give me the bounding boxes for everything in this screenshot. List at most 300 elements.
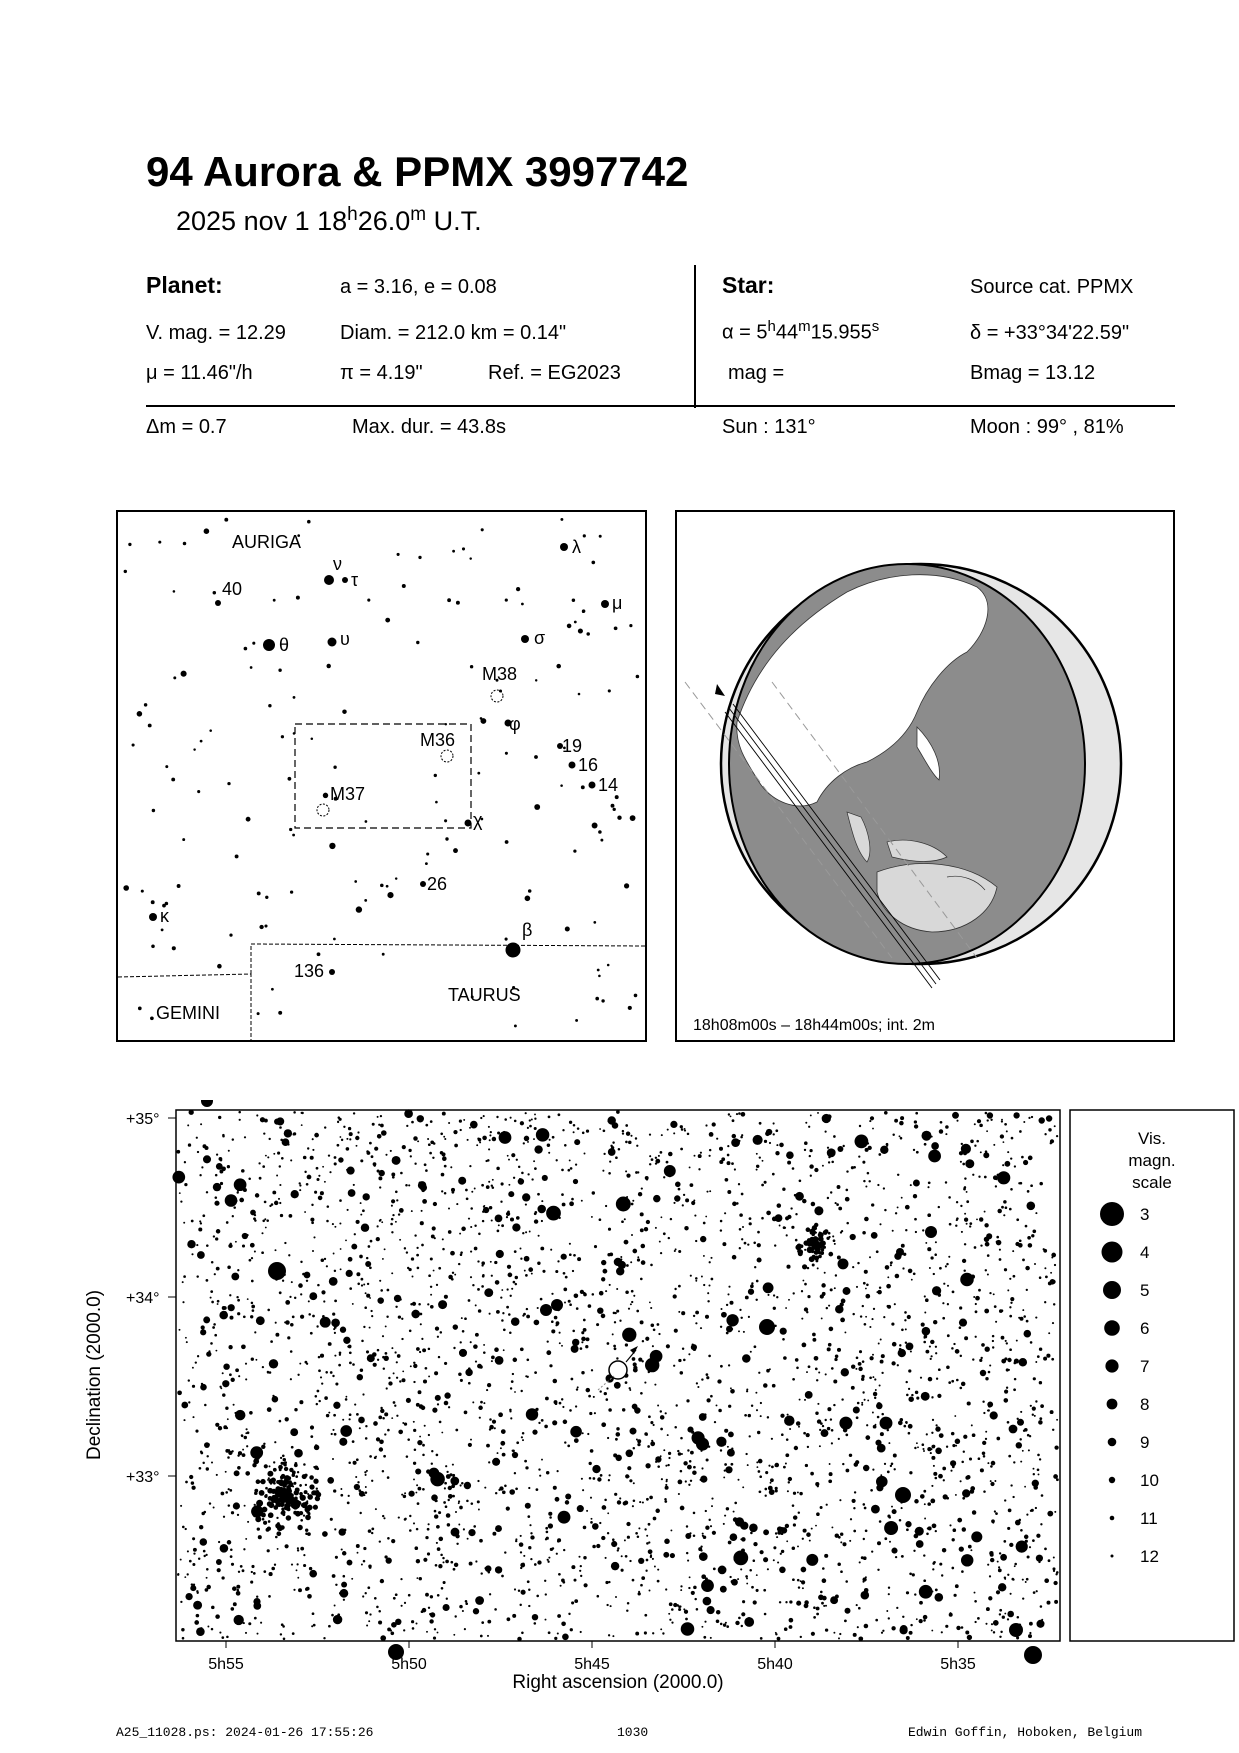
- field-star: [611, 1147, 613, 1149]
- field-star: [857, 1402, 860, 1405]
- field-star: [210, 1297, 212, 1299]
- field-star: [1010, 1484, 1012, 1486]
- field-star: [300, 1261, 302, 1263]
- field-star: [227, 1456, 230, 1459]
- field-star: [693, 1586, 697, 1590]
- field-star: [568, 1613, 570, 1615]
- field-star: [894, 1303, 896, 1305]
- field-star: [923, 1450, 925, 1452]
- star-beta: [506, 943, 521, 958]
- field-star: [915, 1527, 924, 1536]
- field-star: [657, 1580, 660, 1583]
- field-star: [283, 1458, 286, 1461]
- field-star: [939, 1267, 942, 1270]
- field-star: [881, 1632, 883, 1634]
- star-label-19: 19: [562, 736, 583, 756]
- field-star: [470, 1121, 478, 1129]
- field-star: [1027, 1190, 1030, 1193]
- field-star: [609, 1160, 611, 1162]
- field-star: [966, 1200, 969, 1203]
- field-star: [919, 1585, 933, 1599]
- field-star: [217, 1300, 220, 1303]
- field-star: [212, 1326, 215, 1329]
- field-star: [361, 1284, 363, 1286]
- field-star: [939, 1129, 943, 1133]
- field-star: [569, 1409, 572, 1412]
- field-star: [870, 1116, 874, 1120]
- field-star: [478, 1309, 482, 1313]
- field-star: [603, 1129, 606, 1132]
- field-star: [873, 1308, 875, 1310]
- field-star: [871, 1232, 878, 1239]
- field-star: [949, 1613, 953, 1617]
- field-star: [932, 1591, 934, 1593]
- field-star: [269, 1359, 278, 1368]
- field-star: [862, 1581, 864, 1583]
- field-star: [279, 1184, 281, 1186]
- field-star: [994, 1480, 996, 1482]
- field-star: [948, 1381, 951, 1384]
- field-star: [678, 1493, 680, 1495]
- field-star: [941, 1574, 943, 1576]
- field-star: [251, 1280, 254, 1283]
- field-star: [310, 1425, 314, 1429]
- field-star: [584, 1583, 588, 1587]
- field-star: [411, 1257, 414, 1260]
- field-star: [420, 1221, 424, 1225]
- field-star: [232, 1215, 234, 1217]
- field-star: [992, 1340, 994, 1342]
- field-star: [581, 1341, 583, 1343]
- field-star: [344, 1529, 347, 1532]
- field-star: [343, 1126, 345, 1128]
- field-star: [921, 1323, 925, 1327]
- field-star: [193, 1601, 202, 1610]
- field-star: [952, 1538, 955, 1541]
- field-star: [780, 1553, 782, 1555]
- field-star: [512, 1223, 520, 1231]
- field-star: [721, 1157, 725, 1161]
- field-star: [606, 1398, 609, 1401]
- scale-label-9: 9: [1140, 1433, 1150, 1452]
- field-star: [971, 1424, 973, 1426]
- field-star: [923, 1615, 928, 1620]
- field-star: [853, 1507, 855, 1509]
- field-star: [1010, 1157, 1012, 1159]
- field-star: [972, 1433, 976, 1437]
- field-star: [739, 1213, 743, 1217]
- field-star: [318, 1400, 320, 1402]
- field-star: [192, 1563, 195, 1566]
- field-star: [840, 1302, 844, 1306]
- field-star: [491, 1275, 493, 1277]
- cluster-star: [284, 1467, 288, 1471]
- field-star: [313, 1236, 315, 1238]
- field-star: [506, 1212, 510, 1216]
- field-star: [575, 1163, 577, 1165]
- field-star: [487, 1620, 491, 1624]
- field-star: [242, 1569, 245, 1572]
- field-star: [1029, 1622, 1033, 1626]
- field-star: [363, 1193, 370, 1200]
- field-star: [492, 1420, 496, 1424]
- field-star: [469, 1127, 471, 1129]
- field-star: [356, 1220, 360, 1224]
- finder-star: [264, 924, 267, 927]
- field-star: [843, 1287, 851, 1295]
- field-star: [989, 1364, 991, 1366]
- field-star: [452, 1272, 454, 1274]
- field-star: [814, 1356, 819, 1361]
- field-star: [365, 1474, 367, 1476]
- field-star: [640, 1320, 644, 1324]
- cluster-star: [828, 1252, 833, 1257]
- field-star: [1022, 1597, 1024, 1599]
- field-star: [199, 1220, 201, 1222]
- field-star: [534, 1113, 536, 1115]
- field-star: [391, 1417, 393, 1419]
- field-star: [422, 1199, 427, 1204]
- field-star: [199, 1467, 202, 1470]
- field-star: [311, 1204, 313, 1206]
- field-star: [626, 1522, 630, 1526]
- star-label-16: 16: [578, 755, 599, 775]
- field-star: [459, 1349, 467, 1357]
- field-star: [274, 1441, 276, 1443]
- field-star: [373, 1421, 378, 1426]
- field-star: [1022, 1579, 1024, 1581]
- field-star: [1050, 1272, 1052, 1274]
- cluster-star: [812, 1225, 817, 1230]
- field-star: [673, 1294, 677, 1298]
- field-star: [562, 1129, 564, 1131]
- field-star: [491, 1185, 493, 1187]
- field-star: [282, 1280, 284, 1282]
- finder-star: [132, 743, 135, 746]
- field-star: [183, 1275, 186, 1278]
- field-star: [334, 1332, 336, 1334]
- field-star: [862, 1305, 864, 1307]
- cluster-star: [280, 1462, 283, 1465]
- field-star: [886, 1143, 889, 1146]
- field-star: [437, 1632, 439, 1634]
- field-star: [574, 1139, 580, 1145]
- field-star: [213, 1507, 215, 1509]
- field-star: [660, 1252, 662, 1254]
- field-star: [909, 1631, 913, 1635]
- field-star: [925, 1350, 929, 1354]
- field-star: [841, 1368, 849, 1376]
- star-label: Star:: [722, 272, 775, 298]
- field-star: [265, 1155, 267, 1157]
- field-star: [280, 1457, 282, 1459]
- field-star: [1027, 1434, 1030, 1437]
- field-star: [360, 1202, 362, 1204]
- field-star: [754, 1345, 757, 1348]
- field-star: [507, 1617, 511, 1621]
- field-star: [346, 1138, 348, 1140]
- field-star: [1026, 1289, 1028, 1291]
- field-star: [931, 1355, 933, 1357]
- field-star: [448, 1208, 450, 1210]
- finder-star: [171, 778, 175, 782]
- field-star: [1030, 1184, 1033, 1187]
- field-star: [923, 1490, 926, 1493]
- finder-star: [425, 862, 428, 865]
- field-star: [340, 1248, 342, 1250]
- field-star: [652, 1345, 654, 1347]
- finder-star: [200, 740, 203, 743]
- finder-star: [434, 774, 437, 777]
- field-star: [923, 1554, 925, 1556]
- cluster-star: [284, 1461, 287, 1464]
- field-star: [555, 1497, 560, 1502]
- field-star: [360, 1214, 362, 1216]
- field-star: [251, 1565, 254, 1568]
- field-star: [191, 1486, 195, 1490]
- field-star: [825, 1373, 827, 1375]
- field-star: [816, 1512, 820, 1516]
- field-star: [678, 1608, 681, 1611]
- field-star: [396, 1377, 398, 1379]
- finder-star: [265, 896, 268, 899]
- field-star: [968, 1545, 972, 1549]
- field-star: [378, 1176, 382, 1180]
- field-star: [408, 1149, 411, 1152]
- field-star: [448, 1406, 450, 1408]
- field-star: [720, 1229, 722, 1231]
- field-star: [720, 1220, 723, 1223]
- field-star: [430, 1140, 434, 1144]
- field-star: [616, 1357, 618, 1359]
- field-star: [521, 1590, 526, 1595]
- field-star: [561, 1622, 566, 1627]
- finder-star: [244, 647, 248, 651]
- field-star: [1004, 1578, 1006, 1580]
- field-star: [856, 1604, 858, 1606]
- field-star: [495, 1492, 497, 1494]
- field-star: [491, 1356, 495, 1360]
- field-star: [756, 1409, 758, 1411]
- field-star: [931, 1432, 933, 1434]
- field-star: [913, 1180, 920, 1187]
- ra-tick-marks: [226, 1641, 958, 1648]
- field-star: [483, 1351, 486, 1354]
- field-star: [908, 1369, 911, 1372]
- field-star: [930, 1152, 932, 1154]
- field-star: [637, 1258, 640, 1261]
- field-star: [334, 1162, 337, 1165]
- field-star: [482, 1136, 487, 1141]
- field-star: [347, 1209, 349, 1211]
- field-star: [189, 1475, 193, 1479]
- field-star: [239, 1119, 241, 1121]
- field-star: [975, 1310, 978, 1313]
- star-mu: [601, 600, 609, 608]
- field-star: [474, 1188, 476, 1190]
- field-star: [923, 1341, 926, 1344]
- field-star: [514, 1120, 517, 1123]
- field-star: [488, 1461, 490, 1463]
- field-star: [378, 1124, 380, 1126]
- field-star: [544, 1425, 548, 1429]
- detail-chart-svg: [78, 1100, 1238, 1700]
- finder-star: [250, 666, 253, 669]
- field-star: [590, 1521, 593, 1524]
- cluster-star: [263, 1521, 267, 1525]
- field-star: [306, 1587, 310, 1591]
- field-star: [523, 1142, 525, 1144]
- field-star: [978, 1289, 981, 1292]
- footer-page-number: 1030: [617, 1725, 649, 1740]
- field-star: [899, 1626, 907, 1634]
- field-star: [686, 1525, 688, 1527]
- field-star: [557, 1632, 559, 1634]
- field-star: [655, 1227, 657, 1229]
- field-star: [969, 1225, 971, 1227]
- field-star: [756, 1461, 758, 1463]
- field-star: [880, 1360, 884, 1364]
- field-star: [952, 1112, 959, 1119]
- field-star: [696, 1608, 699, 1611]
- field-star: [1032, 1229, 1036, 1233]
- cluster-star: [809, 1256, 815, 1262]
- field-star: [931, 1485, 933, 1487]
- field-star: [709, 1132, 714, 1137]
- field-star: [477, 1480, 479, 1482]
- field-star: [306, 1183, 309, 1186]
- field-star: [725, 1178, 729, 1182]
- field-star: [541, 1220, 543, 1222]
- field-star: [761, 1184, 764, 1187]
- field-star: [416, 1347, 420, 1351]
- field-star: [422, 1189, 425, 1192]
- field-star: [289, 1296, 291, 1298]
- field-star: [583, 1319, 586, 1322]
- field-star: [879, 1384, 881, 1386]
- field-star: [245, 1378, 247, 1380]
- field-star: [431, 1470, 434, 1473]
- field-star: [996, 1437, 1000, 1441]
- field-star: [640, 1392, 643, 1395]
- field-star: [356, 1413, 359, 1416]
- field-star: [196, 1244, 198, 1246]
- field-star: [956, 1626, 960, 1630]
- field-star: [520, 1248, 522, 1250]
- field-star: [415, 1492, 417, 1494]
- field-star: [888, 1617, 890, 1619]
- field-star: [987, 1254, 990, 1257]
- field-star: [332, 1429, 334, 1431]
- field-star: [222, 1135, 225, 1138]
- field-star: [399, 1239, 401, 1241]
- field-star: [727, 1190, 731, 1194]
- field-star: [933, 1561, 936, 1564]
- field-star: [443, 1604, 450, 1611]
- field-star: [606, 1604, 608, 1606]
- field-star: [1047, 1511, 1053, 1517]
- field-star: [734, 1502, 737, 1505]
- field-star: [680, 1125, 683, 1128]
- field-star: [254, 1214, 256, 1216]
- field-star: [621, 1555, 623, 1557]
- field-star: [321, 1382, 323, 1384]
- cluster-star: [309, 1484, 314, 1489]
- field-star: [877, 1569, 879, 1571]
- field-star: [417, 1267, 420, 1270]
- field-star: [862, 1231, 866, 1235]
- field-star: [1020, 1182, 1023, 1185]
- field-star: [873, 1425, 877, 1429]
- field-star: [1016, 1340, 1018, 1342]
- field-star: [410, 1155, 412, 1157]
- field-star: [581, 1200, 583, 1202]
- field-star: [442, 1248, 445, 1251]
- field-star: [999, 1636, 1001, 1638]
- field-star: [530, 1532, 532, 1534]
- field-star: [425, 1593, 429, 1597]
- finder-star: [444, 819, 447, 822]
- field-star: [413, 1522, 415, 1524]
- field-star: [512, 1450, 515, 1453]
- field-star: [446, 1474, 451, 1479]
- field-star: [992, 1335, 995, 1338]
- field-star: [326, 1319, 328, 1321]
- field-star: [756, 1280, 759, 1283]
- cluster-star: [304, 1474, 307, 1477]
- field-star: [814, 1168, 818, 1172]
- field-star: [895, 1212, 897, 1214]
- field-star: [892, 1230, 894, 1232]
- field-star: [837, 1185, 841, 1189]
- cluster-label-m36: M36: [420, 730, 456, 750]
- field-star: [548, 1523, 553, 1528]
- field-star: [703, 1284, 705, 1286]
- field-star: [279, 1420, 282, 1423]
- field-star: [804, 1141, 808, 1145]
- field-star: [506, 1216, 508, 1218]
- field-star: [614, 1261, 616, 1263]
- field-star: [345, 1239, 347, 1241]
- field-star: [691, 1201, 695, 1205]
- field-star: [842, 1542, 846, 1546]
- field-star: [481, 1184, 484, 1187]
- field-star: [309, 1475, 314, 1480]
- field-star: [470, 1226, 472, 1228]
- field-star: [377, 1349, 380, 1352]
- field-star: [993, 1631, 995, 1633]
- field-star: [785, 1463, 787, 1465]
- field-star: [821, 1317, 823, 1319]
- field-star: [295, 1475, 298, 1478]
- field-star: [703, 1255, 705, 1257]
- field-star: [901, 1244, 905, 1248]
- field-star: [216, 1559, 222, 1565]
- field-star: [408, 1184, 410, 1186]
- field-star: [987, 1273, 989, 1275]
- field-star: [801, 1580, 805, 1584]
- field-star: [496, 1250, 504, 1258]
- field-star: [310, 1218, 314, 1222]
- field-star: [812, 1338, 816, 1342]
- field-star: [787, 1414, 789, 1416]
- cluster-star: [800, 1244, 804, 1248]
- field-star: [314, 1191, 317, 1194]
- field-star: [395, 1191, 398, 1194]
- field-star: [678, 1605, 681, 1608]
- star-label-mu: μ: [612, 593, 623, 613]
- field-star: [961, 1570, 964, 1573]
